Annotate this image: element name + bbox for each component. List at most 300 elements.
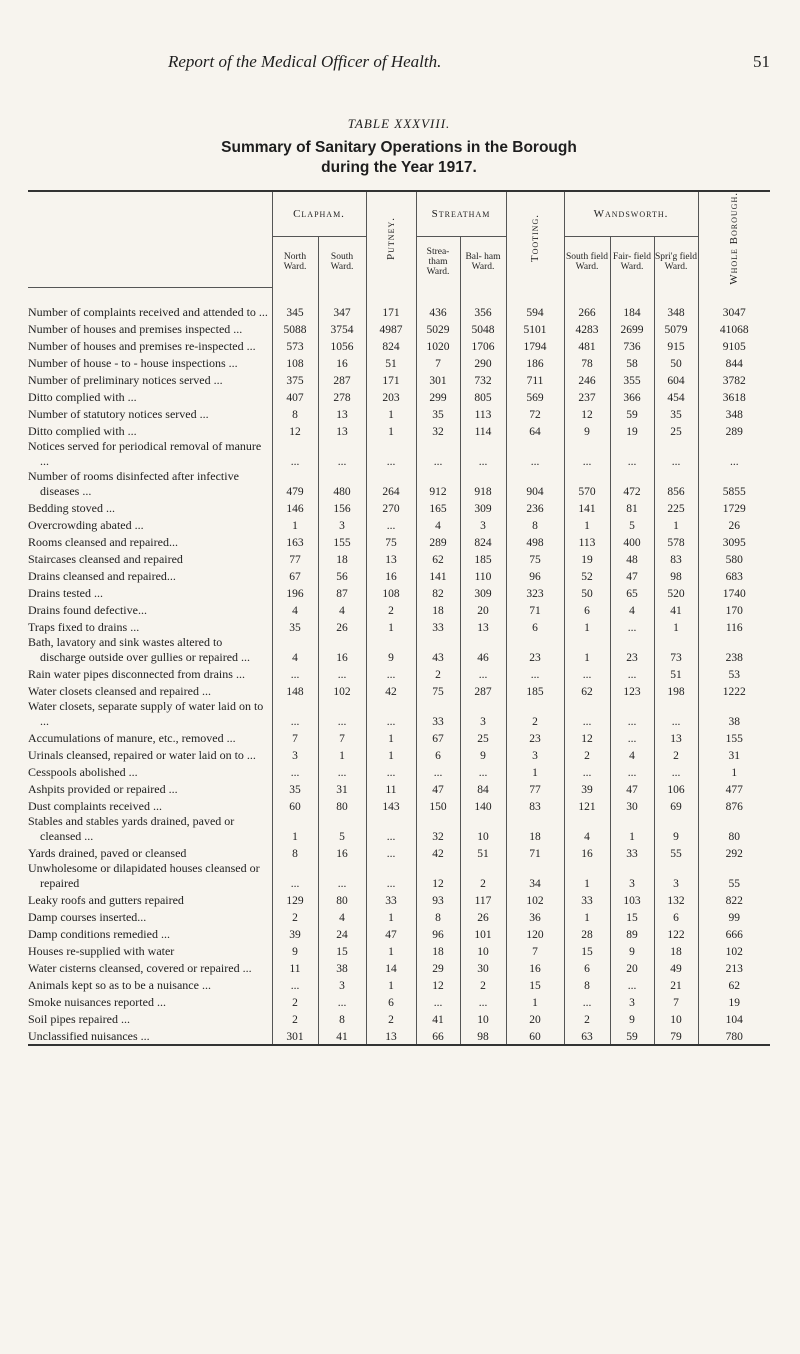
row-value: 203: [366, 388, 416, 405]
row-value: 1: [564, 908, 610, 925]
row-value: 108: [272, 354, 318, 371]
running-title: Report of the Medical Officer of Health.: [168, 52, 442, 71]
row-value: 75: [366, 533, 416, 550]
row-label: [28, 891, 272, 908]
row-value: 407: [272, 388, 318, 405]
row-label-text: Overcrowding abated ...: [28, 518, 144, 532]
row-value: 237: [564, 388, 610, 405]
row-value: 30: [610, 797, 654, 814]
row-value: 80: [318, 891, 366, 908]
row-value: 10: [460, 1010, 506, 1027]
row-value: 39: [272, 925, 318, 942]
row-value: 96: [506, 567, 564, 584]
row-label: [28, 797, 272, 814]
row-label-text: Stables and stables yards drained, paved or cleansed ...: [28, 814, 235, 843]
row-label: [28, 908, 272, 925]
row-value: 9: [272, 942, 318, 959]
row-value: 2: [460, 976, 506, 993]
row-label-text: Cesspools abolished ...: [28, 765, 138, 779]
row-value: 140: [460, 797, 506, 814]
row-value: 42: [416, 844, 460, 861]
row-value: 604: [654, 371, 698, 388]
row-value: 18: [506, 814, 564, 844]
row-label: [28, 354, 272, 371]
row-value: 1: [366, 618, 416, 635]
row-value: 348: [698, 405, 770, 422]
row-label: [28, 780, 272, 797]
row-value: 82: [416, 584, 460, 601]
table-row: [28, 814, 770, 844]
row-value: 290: [460, 354, 506, 371]
row-value: 30: [460, 959, 506, 976]
row-value: 13: [318, 422, 366, 439]
row-value: 35: [272, 780, 318, 797]
table-title-line-1: Summary of Sanitary Operations in the Borough: [221, 139, 577, 156]
row-value: 141: [416, 567, 460, 584]
row-value: 3754: [318, 320, 366, 337]
row-value: 472: [610, 469, 654, 499]
row-value: 1: [610, 814, 654, 844]
row-value: 876: [698, 797, 770, 814]
row-value: 28: [564, 925, 610, 942]
row-value: 1: [272, 516, 318, 533]
row-value: 38: [698, 699, 770, 729]
table-row: [28, 320, 770, 337]
row-value: 4: [564, 814, 610, 844]
row-value: 33: [610, 844, 654, 861]
row-value: 454: [654, 388, 698, 405]
row-value: ...: [654, 439, 698, 469]
row-label: [28, 729, 272, 746]
table-row: [28, 1010, 770, 1027]
row-value: 72: [506, 405, 564, 422]
row-value: ...: [698, 439, 770, 469]
row-value: 23: [506, 729, 564, 746]
row-value: 20: [610, 959, 654, 976]
row-value: 31: [318, 780, 366, 797]
row-value: ...: [460, 439, 506, 469]
row-label: [28, 993, 272, 1010]
table-row: [28, 959, 770, 976]
row-label: [28, 371, 272, 388]
row-value: 15: [506, 976, 564, 993]
row-value: 348: [654, 287, 698, 320]
row-value: 50: [564, 584, 610, 601]
row-label-text: Notices served for periodical removal of manure ...: [28, 439, 262, 468]
row-value: 824: [366, 337, 416, 354]
row-value: 7: [272, 729, 318, 746]
row-value: 5: [318, 814, 366, 844]
table-title-line-2: during the Year 1917.: [321, 159, 477, 176]
row-value: 299: [416, 388, 460, 405]
row-label-text: Water cisterns cleansed, covered or repaired ...: [28, 961, 252, 975]
row-value: 89: [610, 925, 654, 942]
row-value: 736: [610, 337, 654, 354]
row-value: 20: [460, 601, 506, 618]
sanitary-operations-table: [28, 192, 770, 1046]
row-value: 8: [318, 1010, 366, 1027]
row-value: 15: [564, 942, 610, 959]
row-value: 594: [506, 287, 564, 320]
tooting-header: [506, 192, 564, 287]
row-value: 102: [318, 682, 366, 699]
row-value: 5088: [272, 320, 318, 337]
row-value: 904: [506, 469, 564, 499]
row-value: 479: [272, 469, 318, 499]
row-value: 186: [506, 354, 564, 371]
row-value: 912: [416, 469, 460, 499]
row-value: 1: [654, 516, 698, 533]
row-value: 16: [366, 567, 416, 584]
row-value: 2: [272, 908, 318, 925]
row-value: 60: [272, 797, 318, 814]
row-value: 309: [460, 584, 506, 601]
row-label-text: Accumulations of manure, etc., removed ...: [28, 731, 236, 745]
table-row: [28, 665, 770, 682]
row-value: 171: [366, 287, 416, 320]
row-value: 780: [698, 1027, 770, 1045]
row-value: 2: [272, 1010, 318, 1027]
row-value: 33: [564, 891, 610, 908]
row-value: ...: [366, 516, 416, 533]
row-value: 3: [318, 516, 366, 533]
row-value: 170: [698, 601, 770, 618]
row-value: 73: [654, 635, 698, 665]
row-value: 3618: [698, 388, 770, 405]
row-value: 80: [698, 814, 770, 844]
row-value: 1: [366, 942, 416, 959]
row-value: 270: [366, 499, 416, 516]
row-value: 33: [366, 891, 416, 908]
row-label: [28, 422, 272, 439]
row-value: 3782: [698, 371, 770, 388]
row-value: ...: [654, 699, 698, 729]
row-value: 569: [506, 388, 564, 405]
row-value: 165: [416, 499, 460, 516]
row-label-text: Rain water pipes disconnected from drains ...: [28, 667, 245, 681]
row-value: 3: [460, 516, 506, 533]
row-value: 287: [460, 682, 506, 699]
row-label: [28, 584, 272, 601]
row-value: ...: [416, 763, 460, 780]
row-value: 62: [416, 550, 460, 567]
row-label: [28, 699, 272, 729]
row-label: [28, 682, 272, 699]
row-label: [28, 499, 272, 516]
row-label-text: Number of preliminary notices served ...: [28, 373, 223, 387]
row-value: 155: [698, 729, 770, 746]
row-value: 62: [698, 976, 770, 993]
row-value: 71: [506, 844, 564, 861]
row-value: 141: [564, 499, 610, 516]
row-label-text: Water closets cleansed and repaired ...: [28, 684, 211, 698]
row-value: 6: [506, 618, 564, 635]
row-value: 71: [506, 601, 564, 618]
row-value: 77: [272, 550, 318, 567]
page-number: 51: [753, 52, 770, 71]
row-value: 129: [272, 891, 318, 908]
row-value: 23: [506, 635, 564, 665]
row-value: 41: [654, 601, 698, 618]
putney-header: [366, 192, 416, 287]
row-value: 1056: [318, 337, 366, 354]
table-row: [28, 729, 770, 746]
row-value: 4: [272, 635, 318, 665]
table-row: [28, 797, 770, 814]
row-value: 570: [564, 469, 610, 499]
row-value: 246: [564, 371, 610, 388]
table-row: [28, 780, 770, 797]
row-value: 25: [654, 422, 698, 439]
row-value: 7: [654, 993, 698, 1010]
row-value: 16: [506, 959, 564, 976]
row-value: 1: [318, 746, 366, 763]
table-row: [28, 844, 770, 861]
row-value: 66: [416, 1027, 460, 1045]
row-value: 67: [416, 729, 460, 746]
row-value: ...: [610, 618, 654, 635]
row-value: 132: [654, 891, 698, 908]
row-value: 4: [318, 601, 366, 618]
table-row: [28, 422, 770, 439]
row-value: 1729: [698, 499, 770, 516]
row-value: 41: [318, 1027, 366, 1045]
row-value: 4283: [564, 320, 610, 337]
row-value: 121: [564, 797, 610, 814]
row-value: 52: [564, 567, 610, 584]
row-value: 19: [698, 993, 770, 1010]
row-label-text: Bedding stoved ...: [28, 501, 115, 515]
row-value: 31: [698, 746, 770, 763]
row-value: 25: [460, 729, 506, 746]
page: [28, 40, 770, 1046]
label-column-header: [28, 192, 272, 287]
row-value: 33: [416, 618, 460, 635]
table-row: [28, 567, 770, 584]
row-value: 1020: [416, 337, 460, 354]
balham-ward-header: Bal- ham Ward.: [460, 237, 506, 288]
row-value: 2: [460, 861, 506, 891]
clapham-north-ward-header: North Ward.: [272, 237, 318, 288]
row-value: ...: [366, 844, 416, 861]
row-label: [28, 469, 272, 499]
row-label-text: Water closets, separate supply of water laid on to ...: [28, 699, 264, 728]
row-value: 8: [506, 516, 564, 533]
row-label: [28, 287, 272, 320]
row-value: 83: [654, 550, 698, 567]
row-value: 9: [610, 942, 654, 959]
row-value: 4: [610, 601, 654, 618]
row-value: 47: [610, 780, 654, 797]
row-value: 49: [654, 959, 698, 976]
row-value: 185: [506, 682, 564, 699]
row-label-text: Yards drained, paved or cleansed: [28, 846, 187, 860]
row-value: 2: [564, 746, 610, 763]
table-row: [28, 516, 770, 533]
row-value: 580: [698, 550, 770, 567]
row-value: 12: [564, 405, 610, 422]
row-value: 64: [506, 422, 564, 439]
row-value: 236: [506, 499, 564, 516]
row-value: 46: [460, 635, 506, 665]
table-row: [28, 993, 770, 1010]
row-label: [28, 959, 272, 976]
row-value: 33: [416, 699, 460, 729]
table-row: [28, 618, 770, 635]
table-row: [28, 469, 770, 499]
row-value: 96: [416, 925, 460, 942]
row-label-text: Number of statutory notices served ...: [28, 407, 209, 421]
row-label: [28, 1027, 272, 1045]
row-value: 355: [610, 371, 654, 388]
row-label-text: Urinals cleansed, repaired or water laid on to ...: [28, 748, 256, 762]
row-label: [28, 320, 272, 337]
row-value: 36: [506, 908, 564, 925]
row-value: 1: [698, 763, 770, 780]
row-value: 400: [610, 533, 654, 550]
row-value: 1706: [460, 337, 506, 354]
row-value: 19: [564, 550, 610, 567]
row-value: 1740: [698, 584, 770, 601]
row-label-text: Number of rooms disinfected after infective diseases ...: [28, 469, 239, 498]
row-value: 2: [416, 665, 460, 682]
row-value: 48: [610, 550, 654, 567]
row-value: 16: [564, 844, 610, 861]
row-value: 51: [654, 665, 698, 682]
row-value: 520: [654, 584, 698, 601]
row-label: [28, 516, 272, 533]
row-label: [28, 861, 272, 891]
row-value: 1: [506, 763, 564, 780]
row-value: 264: [366, 469, 416, 499]
row-value: ...: [416, 439, 460, 469]
row-value: 6: [654, 908, 698, 925]
row-value: 12: [564, 729, 610, 746]
row-label: [28, 439, 272, 469]
row-value: 98: [654, 567, 698, 584]
row-value: 822: [698, 891, 770, 908]
row-value: ...: [318, 439, 366, 469]
row-value: 59: [610, 1027, 654, 1045]
row-value: 35: [416, 405, 460, 422]
row-value: 43: [416, 635, 460, 665]
row-value: 122: [654, 925, 698, 942]
row-value: 59: [610, 405, 654, 422]
row-label: [28, 388, 272, 405]
row-value: 5079: [654, 320, 698, 337]
row-value: 266: [564, 287, 610, 320]
row-value: 2: [506, 699, 564, 729]
row-value: 2: [564, 1010, 610, 1027]
row-value: ...: [318, 665, 366, 682]
table-row: [28, 371, 770, 388]
row-value: 41: [416, 1010, 460, 1027]
row-value: 1: [564, 861, 610, 891]
row-value: 7: [506, 942, 564, 959]
row-label-text: Rooms cleansed and repaired...: [28, 535, 178, 549]
clapham-header: Clapham.: [272, 192, 366, 237]
row-value: 87: [318, 584, 366, 601]
row-value: ...: [272, 665, 318, 682]
row-value: 3047: [698, 287, 770, 320]
row-value: 347: [318, 287, 366, 320]
row-value: 63: [564, 1027, 610, 1045]
row-value: 292: [698, 844, 770, 861]
row-value: 34: [506, 861, 564, 891]
row-value: 23: [610, 635, 654, 665]
row-value: 2: [272, 993, 318, 1010]
row-label-text: Unwholesome or dilapidated houses cleansed or repaired: [28, 861, 260, 890]
row-value: 666: [698, 925, 770, 942]
row-value: 35: [654, 405, 698, 422]
row-value: 918: [460, 469, 506, 499]
putney-label: Putney.: [385, 217, 397, 260]
row-value: 155: [318, 533, 366, 550]
row-label: [28, 976, 272, 993]
row-label-text: Damp conditions remedied ...: [28, 927, 170, 941]
row-value: 110: [460, 567, 506, 584]
row-value: ...: [506, 665, 564, 682]
row-value: ...: [366, 699, 416, 729]
row-label-text: Ditto complied with ...: [28, 424, 137, 438]
table-row: [28, 533, 770, 550]
row-value: 1: [366, 908, 416, 925]
row-value: 58: [610, 354, 654, 371]
row-value: ...: [460, 763, 506, 780]
row-label-text: Drains tested ...: [28, 586, 103, 600]
row-value: ...: [610, 699, 654, 729]
row-value: 79: [654, 1027, 698, 1045]
row-value: 53: [698, 665, 770, 682]
row-value: 301: [416, 371, 460, 388]
clapham-south-ward-header: South Ward.: [318, 237, 366, 288]
row-label-text: Number of houses and premises inspected ...: [28, 322, 243, 336]
row-value: 323: [506, 584, 564, 601]
table-row: [28, 976, 770, 993]
row-value: 6: [564, 601, 610, 618]
row-label: [28, 635, 272, 665]
row-value: 824: [460, 533, 506, 550]
row-value: 51: [366, 354, 416, 371]
table-row: [28, 1027, 770, 1045]
row-value: 1: [564, 516, 610, 533]
row-value: 1: [506, 993, 564, 1010]
row-value: 1: [564, 618, 610, 635]
row-value: 93: [416, 891, 460, 908]
row-value: 80: [318, 797, 366, 814]
row-label: [28, 550, 272, 567]
southfield-ward-header: South field Ward.: [564, 237, 610, 288]
row-value: 309: [460, 499, 506, 516]
streatham-header: Streatham: [416, 192, 506, 237]
row-value: 345: [272, 287, 318, 320]
row-value: 18: [318, 550, 366, 567]
row-value: 7: [416, 354, 460, 371]
row-value: 481: [564, 337, 610, 354]
row-label: [28, 942, 272, 959]
row-value: 711: [506, 371, 564, 388]
row-value: 39: [564, 780, 610, 797]
row-value: 9: [460, 746, 506, 763]
row-value: 114: [460, 422, 506, 439]
row-value: 99: [698, 908, 770, 925]
row-value: 11: [272, 959, 318, 976]
row-value: 8: [272, 844, 318, 861]
table-row: [28, 439, 770, 469]
row-value: 12: [416, 861, 460, 891]
table-title: [28, 138, 770, 178]
row-label-text: Bath, lavatory and sink wastes altered to discharge outside over gullies or repaired ...: [28, 635, 251, 664]
